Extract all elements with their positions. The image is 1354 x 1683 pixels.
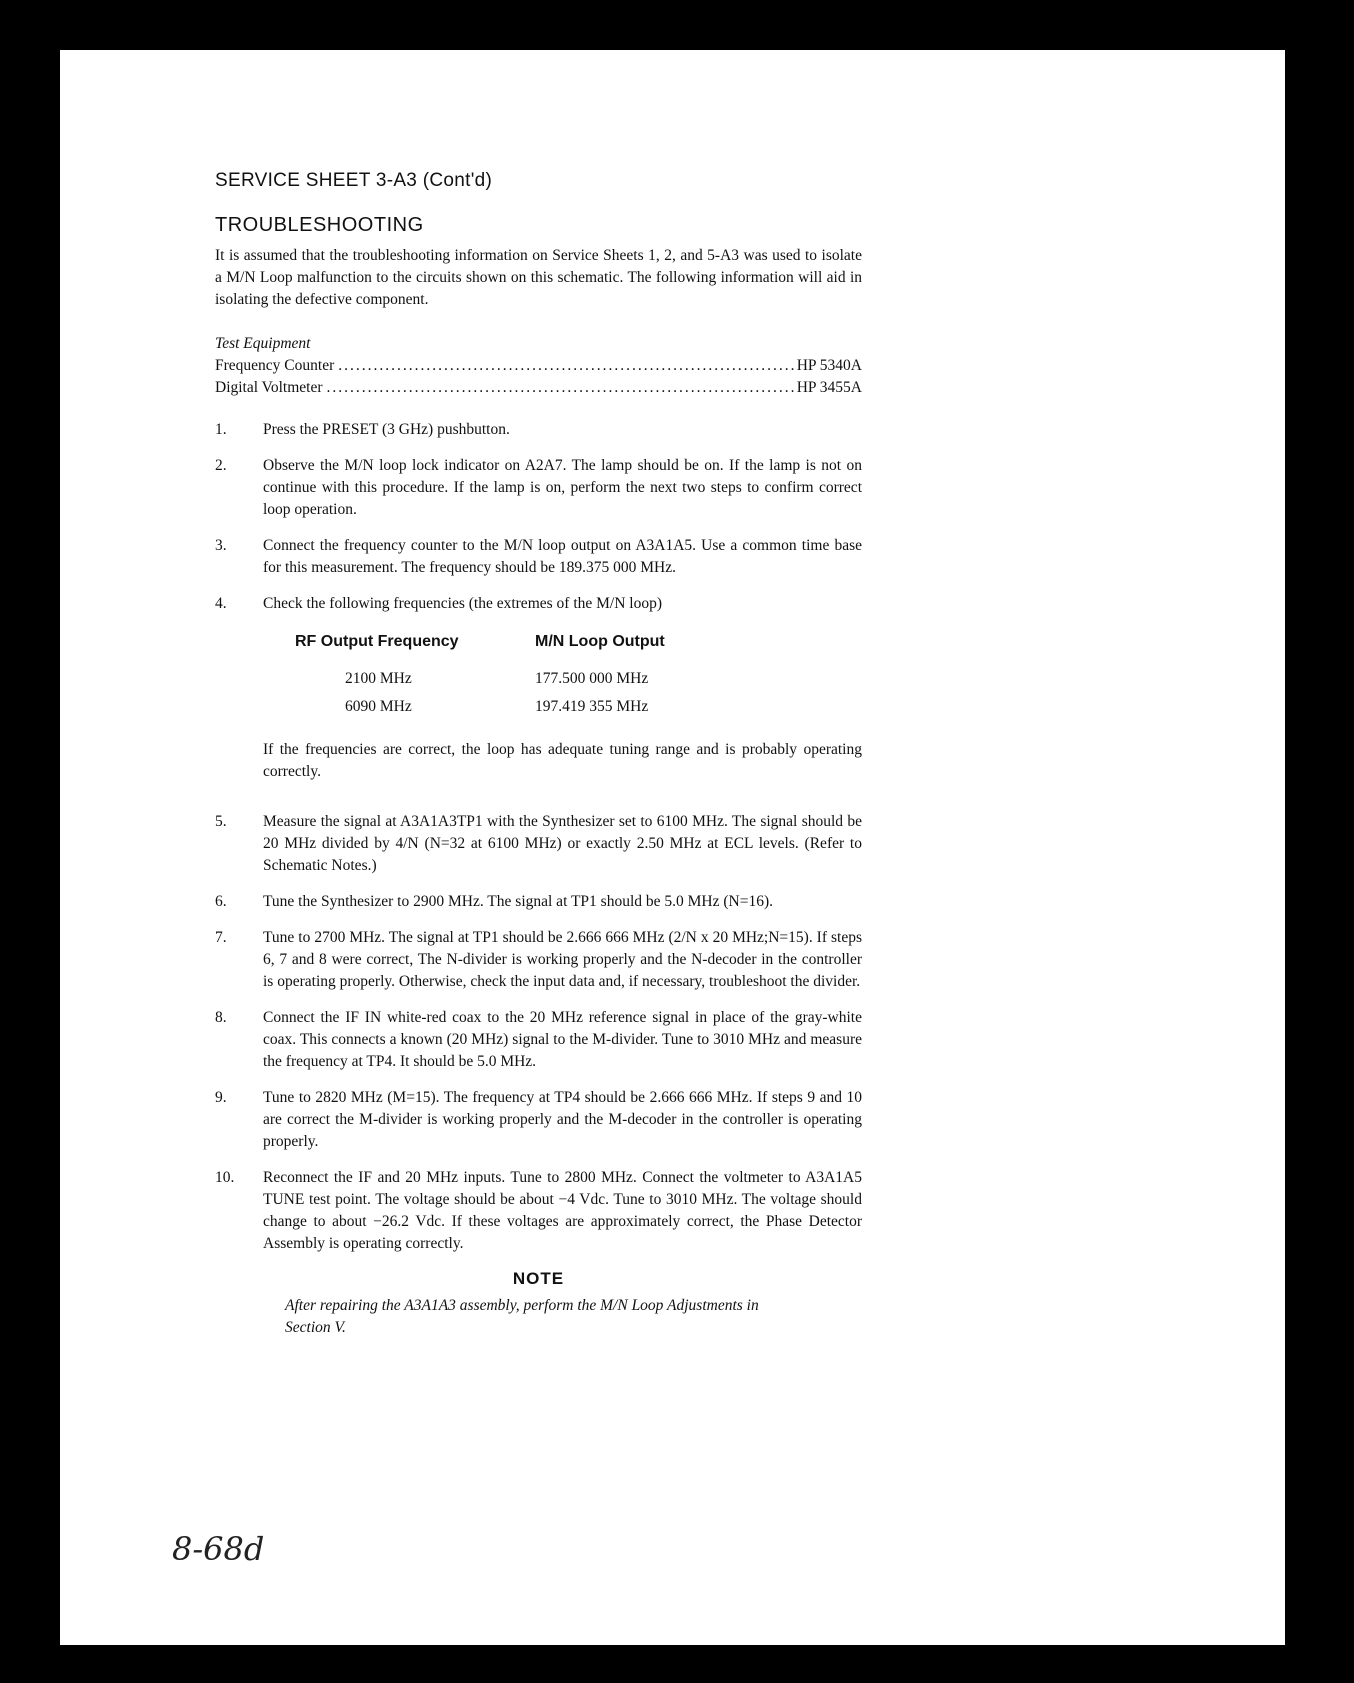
step-3	[215, 535, 862, 579]
equipment-model: HP 5340A	[796, 357, 862, 374]
step-text: Connect the frequency counter to the M/N loop output on A3A1A5. Use a common time base for this measurement. The frequency should be 189.375 000 MHz.	[263, 537, 862, 576]
step-text: Measure the signal at A3A1A3TP1 with the Synthesizer set to 6100 MHz. The signal should be 20 MHz divided by 4/N (N=32 at 6100 MHz) or exactly 2.50 MHz at ECL levels. (Refer to Schematic Notes.)	[263, 813, 862, 874]
step-number: 6.	[215, 893, 227, 910]
step-number: 1.	[215, 421, 227, 438]
step-text: Tune to 2820 MHz (M=15). The frequency at TP4 should be 2.666 666 MHz. If steps 9 and 10 are correct the M-divider is working properly and the M-decoder in the controller is operating properly.	[263, 1089, 862, 1150]
note-title: NOTE	[512, 1269, 565, 1288]
step-number: 10.	[215, 1169, 235, 1186]
frequency-table	[295, 633, 715, 721]
step-text: Connect the IF IN white-red coax to the 20 MHz reference signal in place of the gray-white coax. This connects a known (20 MHz) signal to the M-divider. Tune to 3010 MHz and measure the frequency at TP4. It should be 5.0 MHz.	[263, 1009, 862, 1070]
handwritten-page-number: 8-68d	[172, 1530, 265, 1568]
document-page	[60, 50, 1285, 1645]
step-number: 4.	[215, 595, 227, 612]
step-number: 9.	[215, 1089, 227, 1106]
section-title: TROUBLESHOOTING	[215, 214, 424, 236]
step-9	[215, 1087, 862, 1153]
table-row	[295, 665, 715, 693]
rf-frequency-cell: 6090 MHz	[345, 698, 412, 715]
column-header: M/N Loop Output	[535, 633, 665, 650]
equipment-row	[215, 377, 862, 399]
table-row	[295, 693, 715, 721]
step-7	[215, 927, 862, 993]
leader-dots	[323, 377, 797, 399]
note-text: After repairing the A3A1A3 assembly, perform the M/N Loop Adjustments in Section V.	[285, 1297, 759, 1336]
step-4	[215, 593, 862, 797]
equipment-title: Test Equipment	[215, 335, 311, 352]
step-number: 3.	[215, 537, 227, 554]
step-text: Reconnect the IF and 20 MHz inputs. Tune to 2800 MHz. Connect the voltmeter to A3A1A5 TUNE test point. The voltage should be about −4 Vdc. Tune to 3010 MHz. The voltage should change to about −26.2 Vdc. If these voltages are approximately correct, the Phase Detector Assembly is operating correctly.	[263, 1169, 862, 1252]
equipment-name: Frequency Counter	[215, 357, 335, 374]
equipment-model: HP 3455A	[796, 379, 862, 396]
step-1	[215, 419, 862, 441]
step-number: 2.	[215, 457, 227, 474]
step-10	[215, 1167, 862, 1255]
content-column	[215, 170, 862, 1339]
step-number: 8.	[215, 1009, 227, 1026]
step-number: 5.	[215, 813, 227, 830]
column-header: RF Output Frequency	[295, 633, 459, 650]
step-text: Press the PRESET (3 GHz) pushbutton.	[263, 421, 510, 438]
leader-dots	[334, 355, 796, 377]
step-text: Observe the M/N loop lock indicator on A2A7. The lamp should be on. If the lamp is not on continue with this procedure. If the lamp is on, perform the next two steps to confirm correct loop operation.	[263, 457, 862, 518]
step-number: 7.	[215, 929, 227, 946]
step-5	[215, 811, 862, 877]
loop-output-cell: 177.500 000 MHz	[535, 670, 649, 687]
step-6	[215, 891, 862, 913]
step-text: Tune the Synthesizer to 2900 MHz. The signal at TP1 should be 5.0 MHz (N=16).	[263, 893, 774, 910]
equipment-row	[215, 355, 862, 377]
equipment-name: Digital Voltmeter	[215, 379, 323, 396]
loop-output-cell: 197.419 355 MHz	[535, 698, 649, 715]
rf-frequency-cell: 2100 MHz	[345, 670, 412, 687]
sheet-title: SERVICE SHEET 3-A3 (Cont'd)	[215, 170, 493, 191]
step-8	[215, 1007, 862, 1073]
procedure-steps	[215, 419, 862, 1255]
intro-paragraph: It is assumed that the troubleshooting information on Service Sheets 1, 2, and 5-A3 was used to isolate a M/N Loop malfunction to the circuits shown on this schematic. The following information will aid in isolating the defective component.	[215, 247, 862, 308]
step-text: Check the following frequencies (the extremes of the M/N loop)	[263, 595, 663, 612]
step-text: Tune to 2700 MHz. The signal at TP1 should be 2.666 666 MHz (2/N x 20 MHz;N=15). If steps 6, 7 and 8 were correct, The N-divider is working properly and the N-decoder in the controller is operating properly. Otherwise, check the input data and, if necessary, troubleshoot the divider.	[263, 929, 862, 990]
test-equipment-list	[215, 333, 862, 399]
step-followup-text: If the frequencies are correct, the loop has adequate tuning range and is probably operating correctly.	[263, 741, 862, 780]
step-2	[215, 455, 862, 521]
